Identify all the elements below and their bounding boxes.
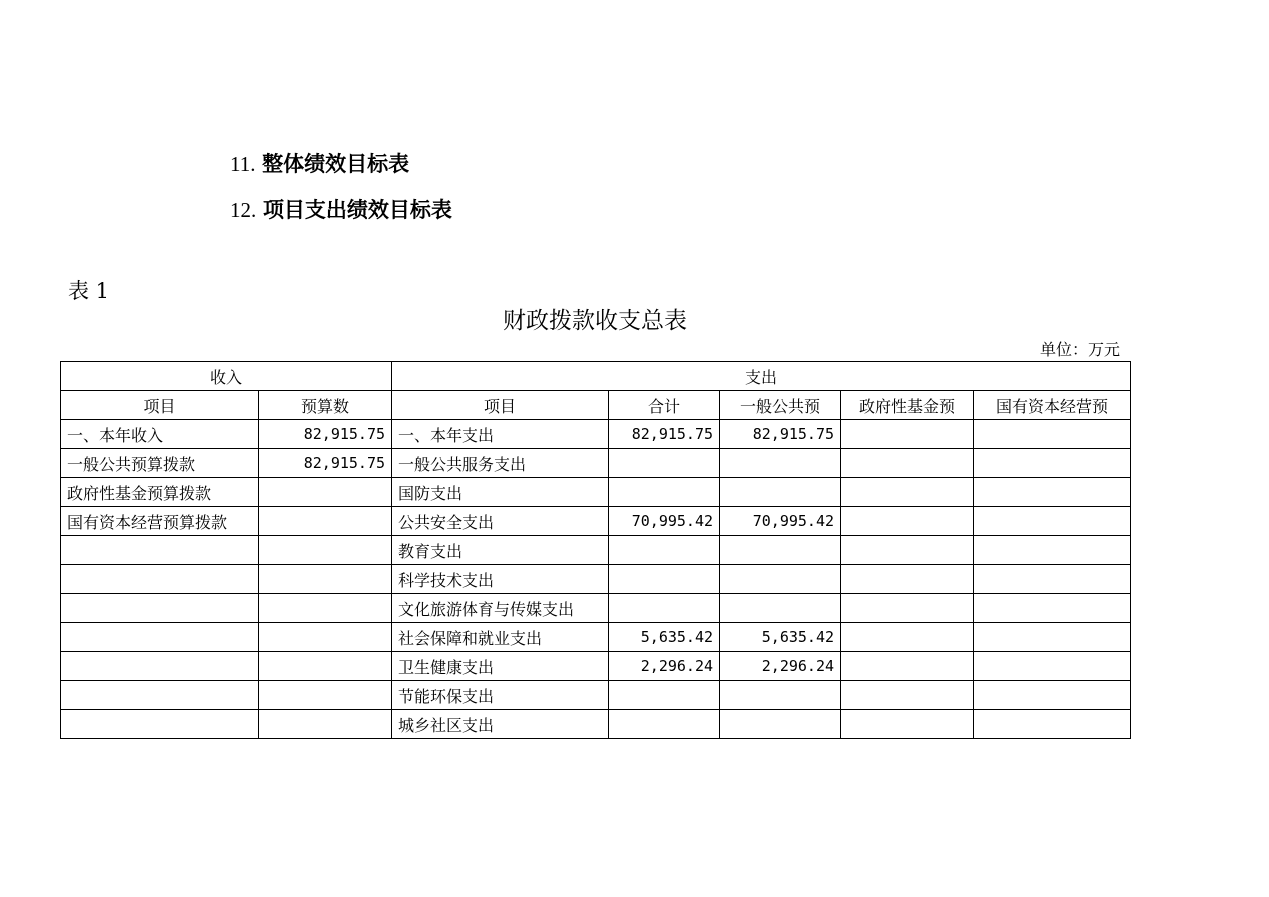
table-cell: 文化旅游体育与传媒支出 bbox=[392, 594, 609, 623]
table-cell bbox=[974, 478, 1131, 507]
heading-text: 项目支出绩效目标表 bbox=[262, 198, 452, 222]
table-cell bbox=[609, 565, 720, 594]
table-cell bbox=[259, 565, 392, 594]
table-cell bbox=[974, 681, 1131, 710]
table-cell: 国有资本经营预算拨款 bbox=[61, 507, 259, 536]
table-cell: 82,915.75 bbox=[259, 420, 392, 449]
table-cell bbox=[609, 710, 720, 739]
table-cell bbox=[974, 710, 1131, 739]
table-row bbox=[61, 478, 1131, 507]
table-cell bbox=[720, 710, 841, 739]
heading-text: 整体绩效目标表 bbox=[262, 152, 410, 176]
column-header: 预算数 bbox=[259, 391, 392, 420]
table-cell bbox=[841, 565, 974, 594]
column-header: 合计 bbox=[609, 391, 720, 420]
table-cell bbox=[259, 478, 392, 507]
table-cell bbox=[259, 623, 392, 652]
table-cell: 一般公共服务支出 bbox=[392, 449, 609, 478]
table-row bbox=[61, 536, 1131, 565]
table-cell bbox=[841, 507, 974, 536]
table-cell bbox=[609, 681, 720, 710]
table-cell bbox=[720, 478, 841, 507]
table-cell: 一、本年支出 bbox=[392, 420, 609, 449]
table-cell bbox=[61, 652, 259, 681]
table-cell bbox=[841, 623, 974, 652]
table-cell: 2,296.24 bbox=[609, 652, 720, 681]
table-cell: 82,915.75 bbox=[609, 420, 720, 449]
table-cell bbox=[259, 681, 392, 710]
table-row bbox=[61, 565, 1131, 594]
table-cell: 5,635.42 bbox=[609, 623, 720, 652]
table-cell: 政府性基金预算拨款 bbox=[61, 478, 259, 507]
table-cell: 一般公共预算拨款 bbox=[61, 449, 259, 478]
table-cell: 城乡社区支出 bbox=[392, 710, 609, 739]
table-cell: 70,995.42 bbox=[720, 507, 841, 536]
table-body bbox=[61, 362, 1131, 739]
table-cell bbox=[841, 478, 974, 507]
heading-item-12 bbox=[230, 194, 452, 224]
table-cell: 82,915.75 bbox=[259, 449, 392, 478]
column-header: 一般公共预 bbox=[720, 391, 841, 420]
table-cell bbox=[841, 594, 974, 623]
table-cell bbox=[259, 507, 392, 536]
table-cell bbox=[974, 449, 1131, 478]
table-cell bbox=[841, 652, 974, 681]
heading-number: 12. bbox=[230, 198, 257, 222]
table-cell bbox=[720, 449, 841, 478]
table-cell bbox=[841, 536, 974, 565]
table-number: 表 1 bbox=[68, 279, 110, 303]
table-cell bbox=[259, 536, 392, 565]
table-cell: 公共安全支出 bbox=[392, 507, 609, 536]
table-cell bbox=[720, 565, 841, 594]
table-row bbox=[61, 681, 1131, 710]
table-title: 财政拨款收支总表 bbox=[503, 308, 687, 334]
table-cell bbox=[974, 652, 1131, 681]
table-cell bbox=[61, 594, 259, 623]
table-row bbox=[61, 420, 1131, 449]
table-cell bbox=[974, 565, 1131, 594]
table-cell bbox=[841, 420, 974, 449]
table-cell bbox=[61, 565, 259, 594]
column-header: 国有资本经营预 bbox=[974, 391, 1131, 420]
column-header: 项目 bbox=[392, 391, 609, 420]
table-cell bbox=[609, 594, 720, 623]
table-cell bbox=[61, 681, 259, 710]
table-cell bbox=[259, 710, 392, 739]
table-cell bbox=[974, 594, 1131, 623]
table-row bbox=[61, 623, 1131, 652]
table-cell: 卫生健康支出 bbox=[392, 652, 609, 681]
table-cell bbox=[974, 420, 1131, 449]
table-row bbox=[61, 652, 1131, 681]
column-header-row bbox=[61, 391, 1131, 420]
table-cell bbox=[720, 681, 841, 710]
table-cell bbox=[259, 594, 392, 623]
table-cell: 5,635.42 bbox=[720, 623, 841, 652]
table-cell bbox=[974, 507, 1131, 536]
table-cell: 2,296.24 bbox=[720, 652, 841, 681]
table-row bbox=[61, 594, 1131, 623]
table-cell bbox=[720, 536, 841, 565]
heading-item-11 bbox=[230, 148, 409, 178]
table-cell bbox=[609, 478, 720, 507]
column-header: 政府性基金预 bbox=[841, 391, 974, 420]
table-cell bbox=[974, 623, 1131, 652]
expense-group-header: 支出 bbox=[392, 362, 1131, 391]
table-cell bbox=[974, 536, 1131, 565]
table-cell: 国防支出 bbox=[392, 478, 609, 507]
table-row bbox=[61, 507, 1131, 536]
table-cell: 82,915.75 bbox=[720, 420, 841, 449]
table-cell: 教育支出 bbox=[392, 536, 609, 565]
table-row bbox=[61, 449, 1131, 478]
table-row bbox=[61, 710, 1131, 739]
table-cell: 70,995.42 bbox=[609, 507, 720, 536]
income-group-header: 收入 bbox=[61, 362, 392, 391]
table-cell bbox=[259, 652, 392, 681]
table-cell: 一、本年收入 bbox=[61, 420, 259, 449]
table-cell bbox=[609, 536, 720, 565]
table-cell bbox=[841, 681, 974, 710]
heading-number: 11. bbox=[230, 152, 256, 176]
table-cell bbox=[609, 449, 720, 478]
table-cell: 科学技术支出 bbox=[392, 565, 609, 594]
table-cell bbox=[720, 594, 841, 623]
table-cell bbox=[841, 710, 974, 739]
table-cell bbox=[61, 710, 259, 739]
group-header-row bbox=[61, 362, 1131, 391]
column-header: 项目 bbox=[61, 391, 259, 420]
table-cell bbox=[61, 623, 259, 652]
table-cell: 社会保障和就业支出 bbox=[392, 623, 609, 652]
unit-label: 单位：万元 bbox=[1039, 340, 1120, 359]
table-cell bbox=[61, 536, 259, 565]
table-cell bbox=[841, 449, 974, 478]
table-cell: 节能环保支出 bbox=[392, 681, 609, 710]
budget-table bbox=[60, 361, 1131, 739]
